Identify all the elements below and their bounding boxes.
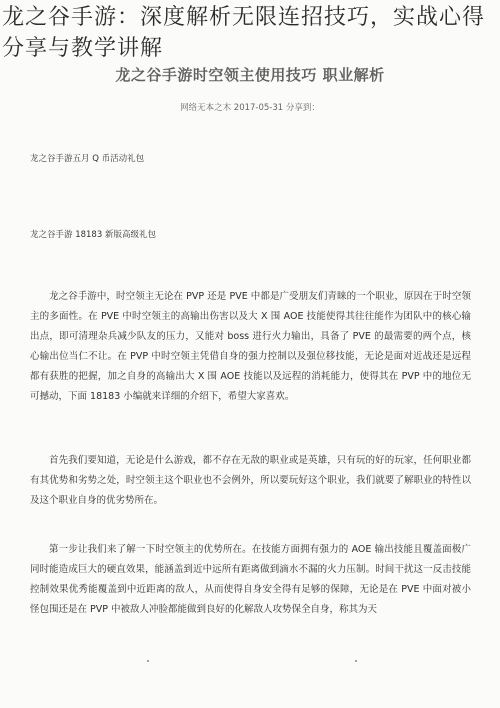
paragraph-advantages: 第一步让我们来了解一下时空领主的优势所在。在技能方面拥有强力的 AOE 输出技能且覆盖面极广同时能造成巨大的硬直效果，能涵盖到近中远所有距离做到滴水不漏的火力压制。时间干扰这一反击技能控制效果优秀能覆盖到中近距离的敌人，从而使得自身安全得有足够的保障，无论是在 PVE 中面对被小怪包围还是在 PVP 中被敌人冲脸都能做到良好的化解敌人攻势保全自身，称其为天 [30,544,471,615]
author-meta: 网络无本之木 2017-05-31 分享到： [180,103,320,113]
overlay-title: 龙之谷手游：深度解析无限连招技巧，实战心得分享与教学讲解 [2,5,486,61]
document-title: 龙之谷手游时空领主使用技巧 职业解析 [115,66,385,84]
link-gift-pack-18183[interactable]: 龙之谷手游 18183 新版高级礼包 [30,230,156,240]
paragraph-overview: 首先我们要知道，无论是什么游戏，都不存在无敌的职业或是英雄，只有玩的好的玩家，任何职业都有其优势和劣势之处，时空领主这个职业也不会例外，所以要玩好这个职业，我们就要了解职业的特性以及这个职业自身的优劣势所在。 [30,455,471,506]
scan-speck [355,660,357,662]
link-gift-pack-may[interactable]: 龙之谷手游五月 Q 币活动礼包 [30,154,145,164]
scan-speck [147,660,149,662]
paragraph-intro: 龙之谷手游中，时空领主无论在 PVP 还是 PVE 中都是广受朋友们青睐的一个职业，原因在于时空领主的多面性。在 PVE 中时空领主的高输出伤害以及大 X 围 AOE 技能使得其往往能作为团队中的核心输出点，即可清理杂兵减少队友的压力，又能对 boss 进行火力输出，具备了 PVE 的最需要的两个点，核心输出位当仁不让。在 PVP 中时空领主凭借自身的强力控制以及强位移技能，无论是面对近战还是远程都有获胜的把握，加之自身的高输出大 X 围 AOE 技能以及远程的消耗能力，使得其在 PVP 中的地位无可撼动，下面 18183 小编就来详细的介绍下，希望大家喜欢。 [30,291,471,402]
